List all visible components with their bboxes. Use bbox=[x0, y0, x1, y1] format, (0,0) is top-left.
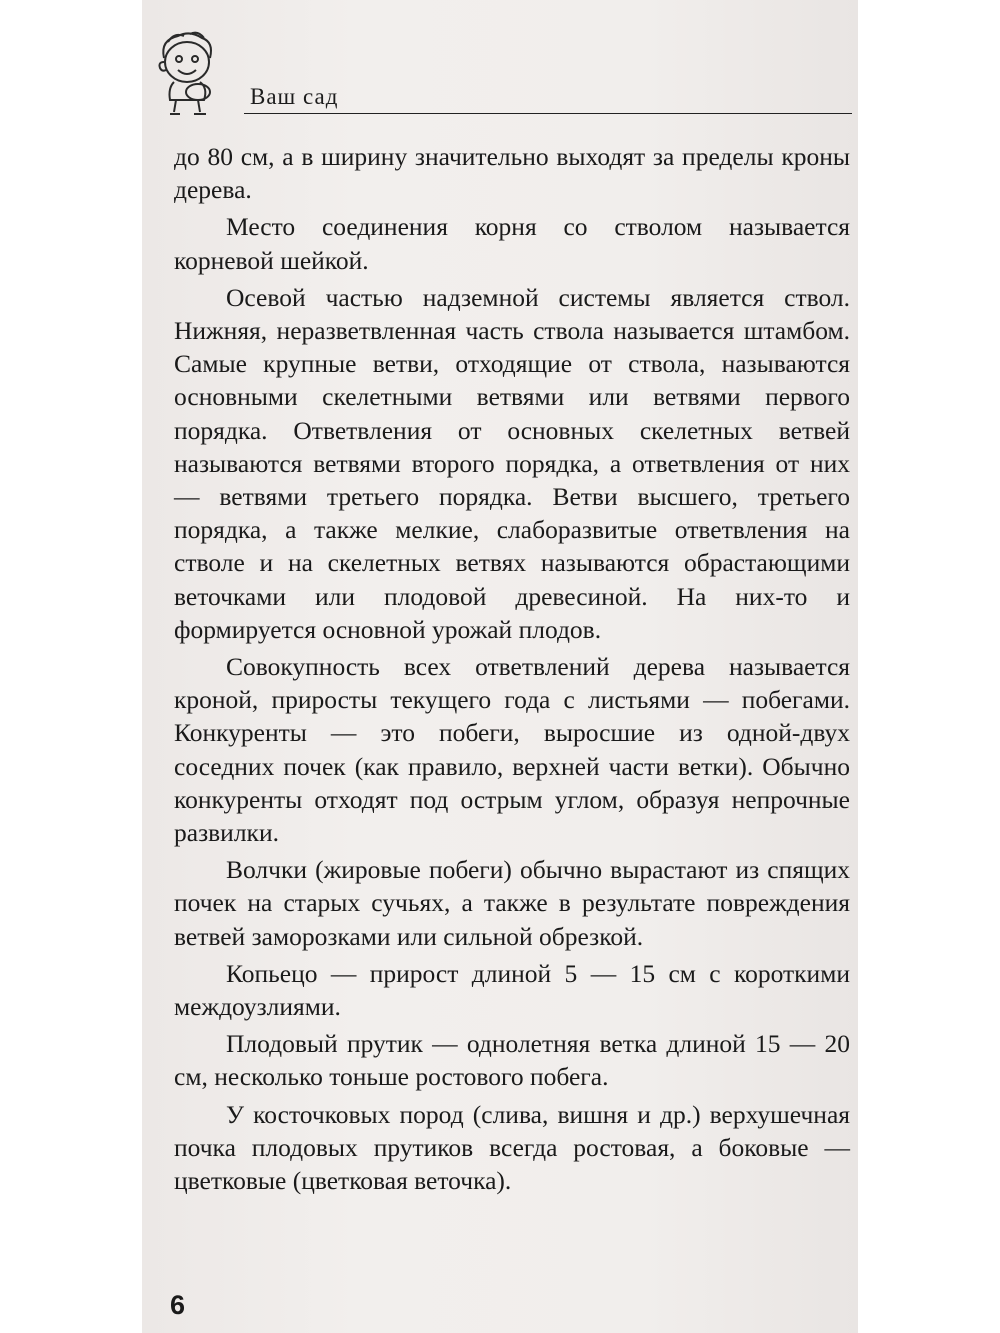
body-text bbox=[174, 140, 850, 1201]
gardener-boy-icon bbox=[150, 28, 230, 118]
paragraph: до 80 см, а в ширину значительно выходят за пределы кроны дерева. bbox=[174, 142, 850, 205]
running-head: Ваш сад bbox=[250, 84, 339, 109]
paragraph: Совокупность всех ответвлений дерева называется кроной, приросты текущего года с листьями — побегами. Конкуренты — это побеги, выросшие из одной-двух соседних почек (как правило, верхней части ветки). Обычно конкуренты отходят под острым углом, образуя непрочные развилки. bbox=[174, 652, 850, 848]
paragraph: Осевой частью надземной системы является ствол. Нижняя, неразветвленная часть ствола называется штамбом. Самые крупные ветви, отходящие от ствола, называются основными скелетными ветвями или ветвями первого порядка. Ответвления от основных скелетных ветвей называются ветвями второго порядка, а ответвления от них — ветвями третьего порядка. Ветви высшего, третьего порядка, а также мелкие, слаборазвитые ответвления на стволе и на скелетных ветвях называются обрастающими веточками или плодовой древесиной. На них-то и формируется основной урожай плодов. bbox=[174, 282, 850, 644]
paragraph: У косточковых пород (слива, вишня и др.) верхушечная почка плодовых прутиков всегда ростовая, а боковые — цветковые (цветковая веточка). bbox=[174, 1099, 850, 1196]
paragraph: Волчки (жировые побеги) обычно вырастают из спящих почек на старых сучьях, а также в результате повреждения ветвей заморозками или сильной обрезкой. bbox=[174, 855, 850, 951]
paragraph: Копьецо — прирост длиной 5 — 15 см с короткими междоузлиями. bbox=[174, 958, 850, 1022]
page-header bbox=[150, 28, 855, 118]
paragraph: Плодовый прутик — однолетняя ветка длиной 15 — 20 см, несколько тоньше ростового побега. bbox=[174, 1029, 850, 1092]
header-rule bbox=[244, 113, 852, 114]
page-number: 6 bbox=[170, 1290, 186, 1320]
paragraph: Место соединения корня со стволом называется корневой шейкой. bbox=[174, 212, 850, 275]
